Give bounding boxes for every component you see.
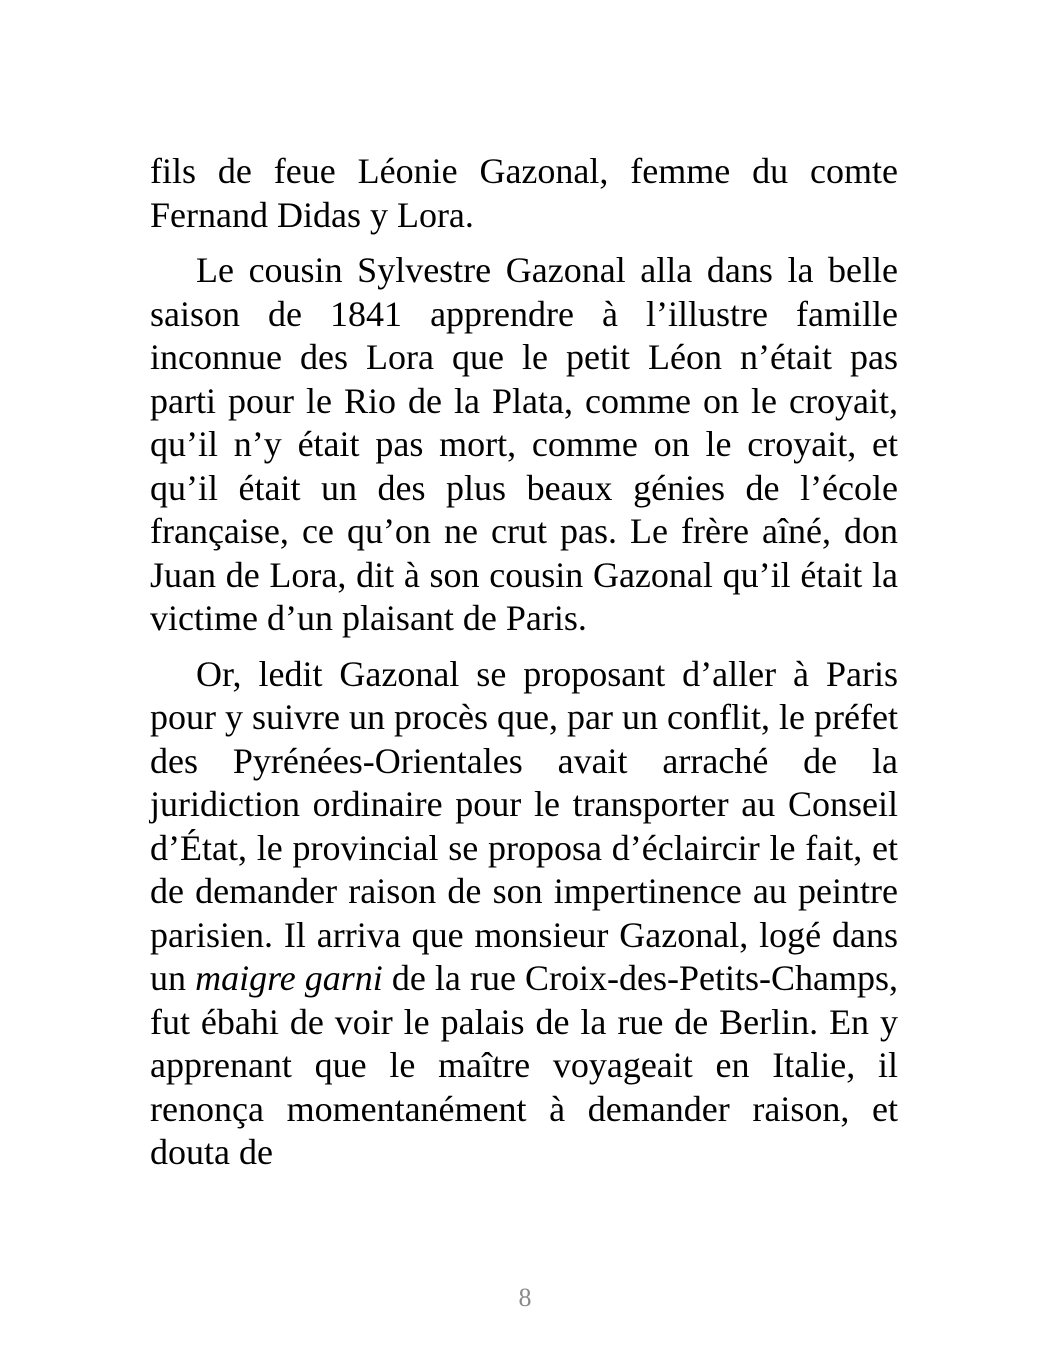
text-run: Le cousin Sylvestre Gazonal alla dans la belle saison de 1841 apprendre à l’illustre famille inconnue des Lora que le petit Léon n’était pas parti pour le Rio de la Plata, comme on le croyait, qu’il n’y était pas mort, comme on le croyait, et qu’il était un des plus beaux génies de l’école française, ce qu’on ne crut pas. Le frère aîné, don Juan de Lora, dit à son cousin Gazonal qu’il était la victime d’un plaisant de Paris. bbox=[150, 250, 898, 638]
body-text bbox=[150, 150, 898, 1187]
text-run: fils de feue Léonie Gazonal, femme du comte Fernand Didas y Lora. bbox=[150, 151, 898, 235]
text-run: de la rue Croix-des-Petits-Champs, fut ébahi de voir le palais de la rue de Berlin. En y apprenant que le maître voyageait en Italie, il renonça momentanément à demander raison, et douta de bbox=[150, 958, 898, 1172]
paragraph-2 bbox=[150, 249, 898, 641]
page-number: 8 bbox=[518, 1283, 532, 1312]
text-run: Or, ledit Gazonal se proposant d’aller à Paris pour y suivre un procès que, par un conflit, le préfet des Pyrénées-Orientales avait arraché de la juridiction ordinaire pour le transporter au Conseil d’État, le provincial se proposa d’éclaircir le fait, et de demander raison de son impertinence au peintre parisien. Il arriva que monsieur Gazonal, logé dans un bbox=[150, 653, 898, 998]
paragraph-1 bbox=[150, 150, 898, 237]
paragraph-3 bbox=[150, 653, 898, 1175]
italic-text-run: maigre garni bbox=[195, 958, 383, 998]
